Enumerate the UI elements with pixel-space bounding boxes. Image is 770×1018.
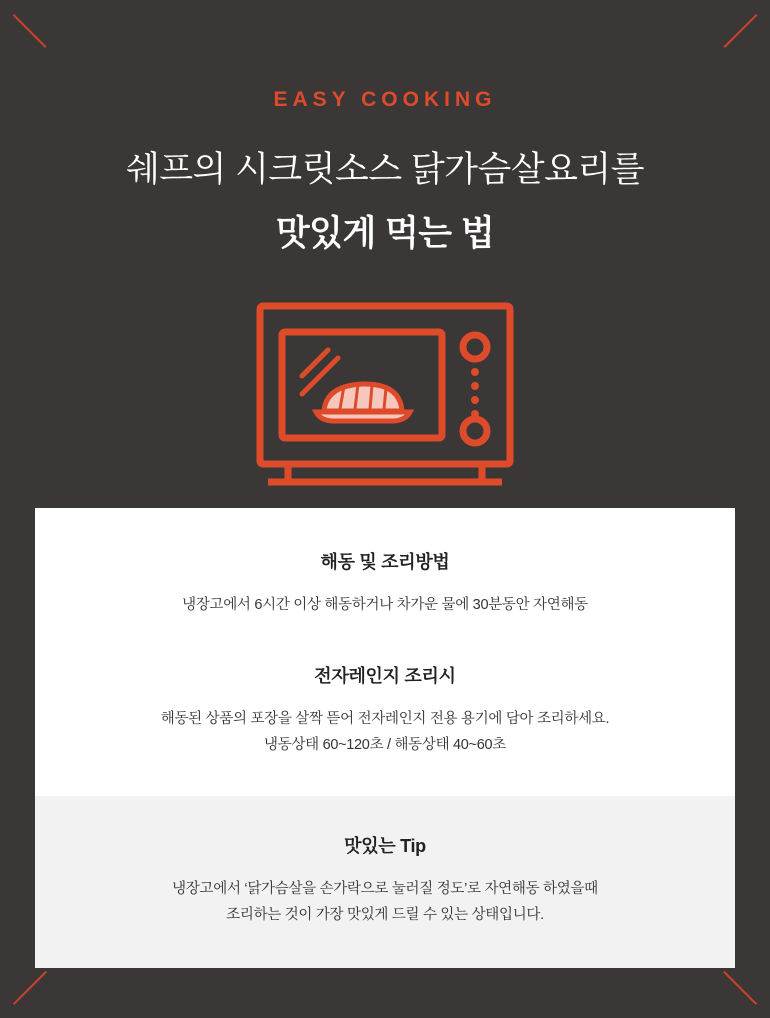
section-heading-microwave: 전자레인지 조리시 <box>314 666 456 686</box>
page-title-line-2: 맛있게 먹는 법 <box>275 214 495 253</box>
section-line: 조리하는 것이 가장 맛있게 드릴 수 있는 상태입니다. <box>226 907 544 923</box>
section-line: 해동된 상품의 포장을 살짝 뜯어 전자레인지 전용 용기에 담아 조리하세요. <box>160 711 610 727</box>
card-section-tip <box>35 796 735 968</box>
microwave-oven-with-chicken-icon <box>254 300 516 492</box>
eyebrow-text: EASY COOKING <box>273 88 497 111</box>
corner-decoration-bottom-right <box>722 970 756 1004</box>
section-heading-thaw: 해동 및 조리방법 <box>320 552 450 572</box>
corner-decoration-bottom-left <box>14 970 48 1004</box>
corner-decoration-top-right <box>722 14 756 48</box>
section-heading-tip: 맛있는 Tip <box>344 836 426 856</box>
corner-decoration-top-left <box>14 14 48 48</box>
section-line: 냉장고에서 6시간 이상 해동하거나 차가운 물에 30분동안 자연해동 <box>182 597 588 613</box>
section-line: 냉동상태 60~120초 / 해동상태 40~60초 <box>264 737 506 753</box>
section-line: 냉장고에서 ‘닭가슴살을 손가락으로 눌러질 정도’로 자연해동 하였을때 <box>172 881 598 897</box>
hero-illustration <box>0 300 770 492</box>
page-header <box>0 0 770 256</box>
instruction-card <box>35 508 735 968</box>
page-title-line-1: 쉐프의 시크릿소스 닭가슴살요리를 <box>125 150 645 189</box>
card-section-cooking <box>35 508 735 796</box>
